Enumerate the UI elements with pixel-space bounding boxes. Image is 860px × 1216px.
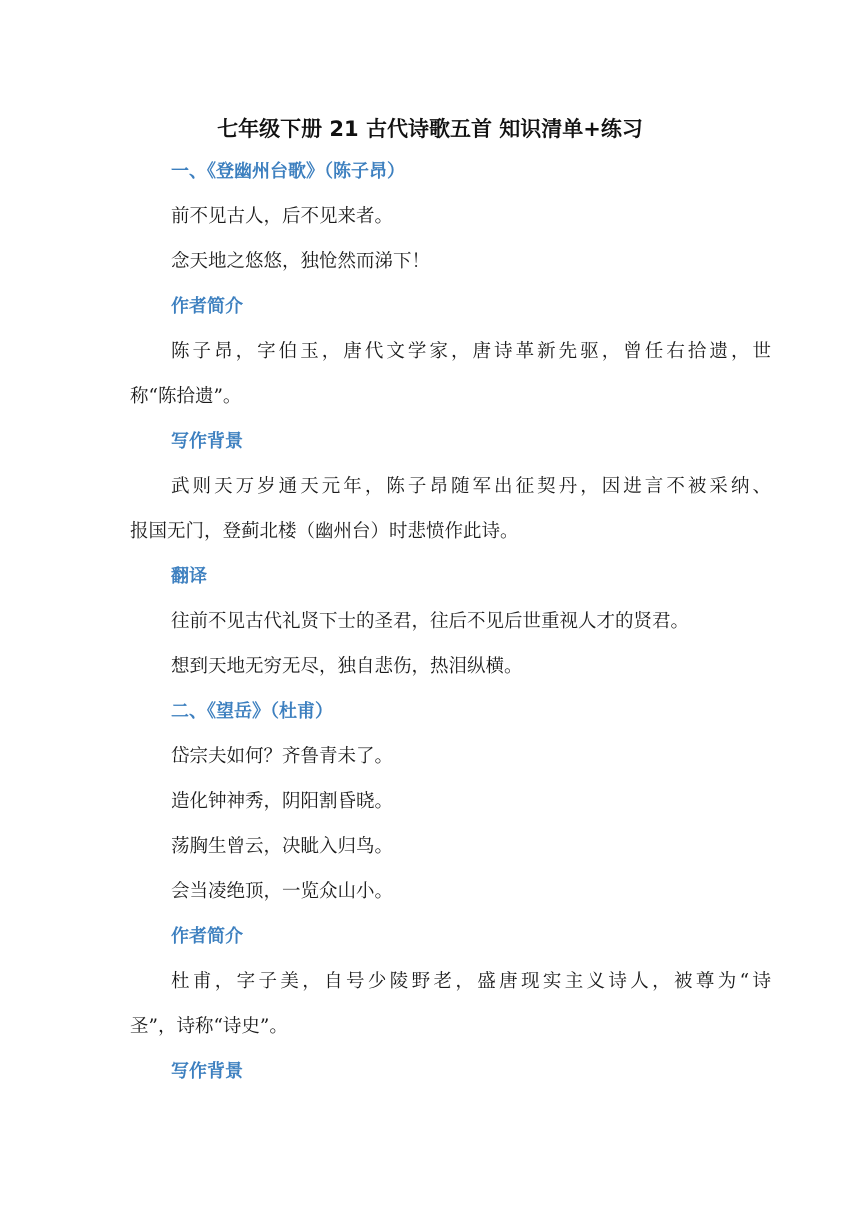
poem-line: 念天地之悠悠，独怆然而涕下！	[171, 251, 431, 272]
author-heading: 作者简介	[171, 926, 243, 947]
translation-heading: 翻译	[171, 566, 207, 587]
section-heading-1: 一、《登幽州台歌》（陈子昂）	[171, 161, 405, 182]
author-text-line: 陈子昂，字伯玉，唐代文学家，唐诗革新先驱，曾任右拾遗，世	[171, 341, 771, 362]
poem-line: 岱宗夫如何？齐鲁青未了。	[171, 746, 394, 767]
background-heading: 写作背景	[171, 1061, 243, 1082]
background-text-line: 报国无门，登蓟北楼（幽州台）时悲愤作此诗。	[130, 521, 519, 542]
poem-line: 会当凌绝顶，一览众山小。	[171, 881, 394, 902]
author-heading: 作者简介	[171, 296, 243, 317]
poem-line: 前不见古人，后不见来者。	[171, 206, 394, 227]
author-text-line: 称“陈拾遗”。	[130, 386, 242, 407]
background-heading: 写作背景	[171, 431, 243, 452]
document-title: 七年级下册 21 古代诗歌五首 知识清单+练习	[217, 117, 643, 141]
background-text-line: 武则天万岁通天元年，陈子昂随军出征契丹，因进言不被采纳、	[171, 476, 771, 497]
author-text-line: 杜甫，字子美，自号少陵野老，盛唐现实主义诗人，被尊为“诗	[171, 971, 771, 992]
translation-line: 往前不见古代礼贤下士的圣君，往后不见后世重视人才的贤君。	[171, 611, 690, 632]
poem-line: 荡胸生曾云，决眦入归鸟。	[171, 836, 394, 857]
translation-line: 想到天地无穷无尽，独自悲伤，热泪纵横。	[171, 656, 523, 677]
author-text-line: 圣”，诗称“诗史”。	[130, 1016, 288, 1037]
poem-line: 造化钟神秀，阴阳割昏晓。	[171, 791, 394, 812]
section-heading-2: 二、《望岳》（杜甫）	[171, 701, 333, 722]
